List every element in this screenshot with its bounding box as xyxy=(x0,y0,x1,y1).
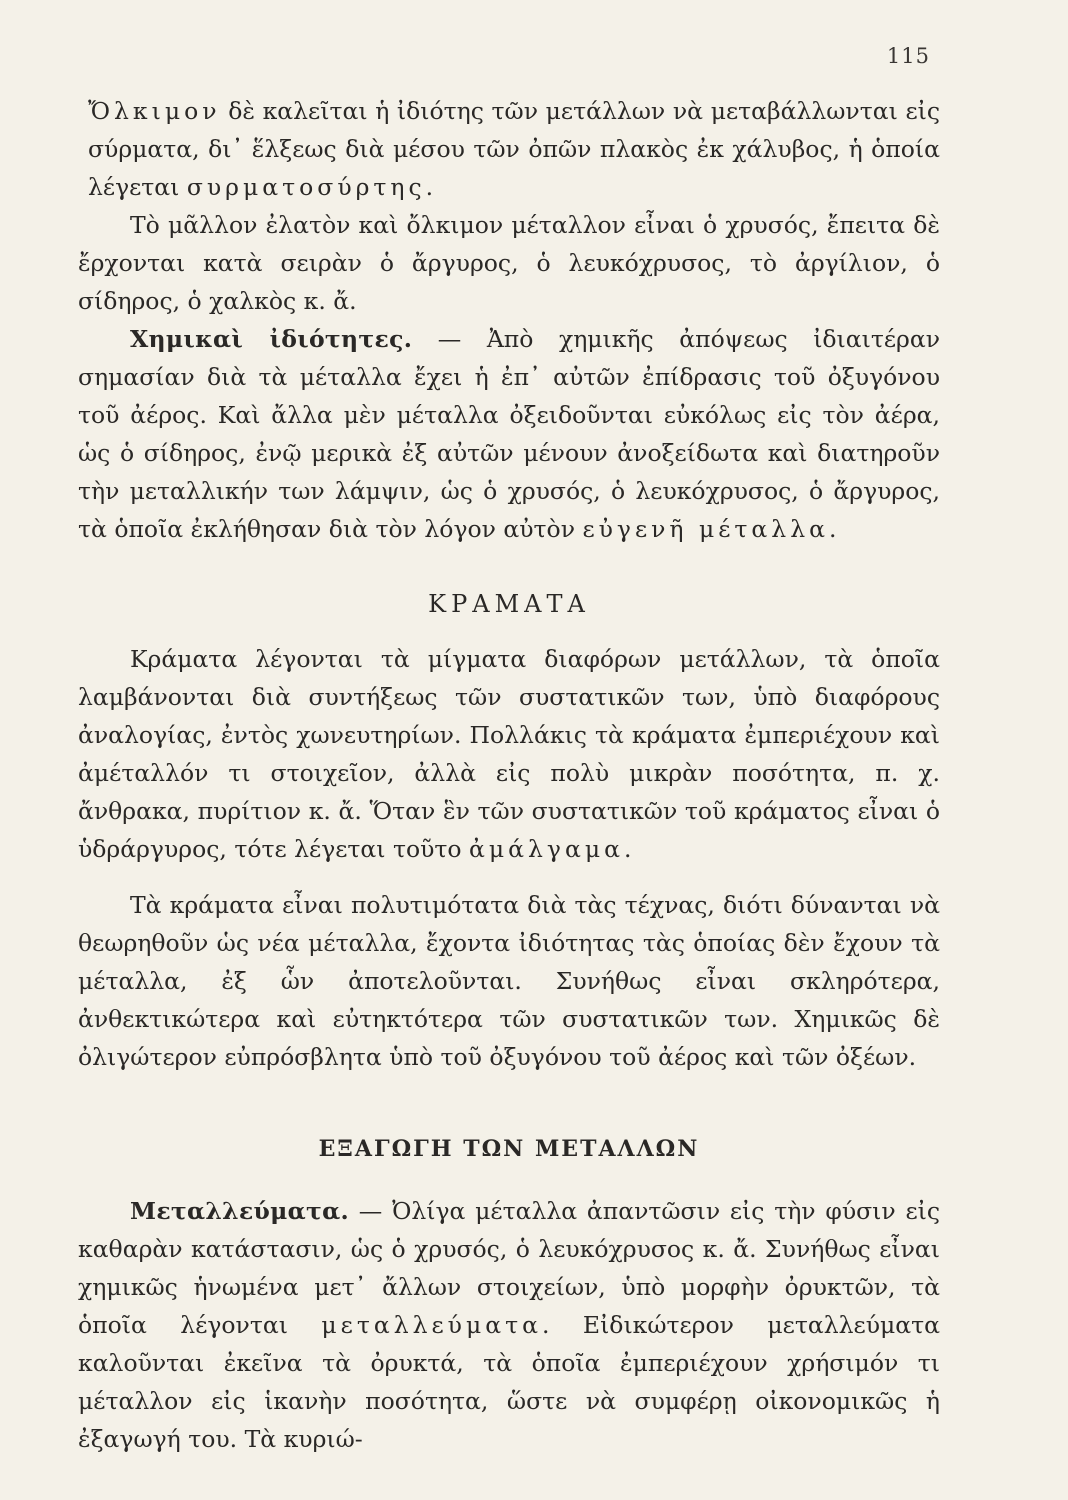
lead-chemical-properties: Χημικαὶ ἰδιότητες. xyxy=(130,325,413,353)
paragraph-alloys-definition-end: . xyxy=(624,835,632,863)
term-wire-drawer: συρματοσύρτης xyxy=(186,173,426,201)
paragraph-ductility-text: δὲ καλεῖται ἡ ἰδιότης τῶν μετάλλων νὰ μεταβάλλωνται εἰς σύρματα, δι᾿ ἕλξεως διὰ μέσου τῶν ὀπῶν πλακὸς ἐκ χάλυβος, ἡ ὁποία λέγεται xyxy=(88,97,940,201)
term-ores: μεταλλεύματα xyxy=(321,1311,542,1339)
paragraph-gap xyxy=(78,868,940,886)
paragraph-alloys-definition-text: Κράματα λέγονται τὰ μίγματα διαφόρων μετάλλων, τὰ ὁποῖα λαμβάνονται διὰ συντήξεως τῶν συστατικῶν των, ὑπὸ διαφόρους ἀναλογίας, ἐντὸς χωνευτηρίων. Πολλάκις τὰ κράματα ἐμπεριέχουν καὶ ἀμέταλλόν τι στοιχεῖον, ἀλλὰ εἰς πολὺ μικρὰν ποσότητα, π. χ. ἄνθρακα, πυρίτιον κ. ἄ. Ὅταν ἓν τῶν συστατικῶν τοῦ κράματος εἶναι ὁ ὑδράργυρος, τότε λέγεται τοῦτο xyxy=(78,645,940,863)
page-content xyxy=(78,0,940,1458)
term-ductile: Ὄλκιμον xyxy=(88,97,221,125)
paragraph-chemical-properties-end: . xyxy=(828,515,837,543)
heading-extraction: ΕΞΑΓΩΓΗ ΤΩΝ ΜΕΤΑΛΛΩΝ xyxy=(318,1136,700,1162)
paragraph-ductility xyxy=(78,92,940,206)
term-amalgam: ἀμάλγαμα xyxy=(469,835,624,863)
paragraph-alloys-definition xyxy=(78,640,940,868)
paragraph-ores-text: — Ὀλίγα μέταλλα ἀπαντῶσιν εἰς τὴν φύσιν εἰς καθαρὰν κατάστασιν, ὡς ὁ χρυσός, ὁ λευκόχρυσος κ. ἄ. Συνήθως εἶναι χημικῶς ἡνωμένα μετ᾿ ἄλλων στοιχείων, ὑπὸ μορφὴν ὀρυκτῶν, τὰ ὁποῖα λέγονται xyxy=(78,1197,940,1339)
paragraph-ductility-end: . xyxy=(425,173,434,201)
term-noble-metals: εὐγενῆ μέταλλα xyxy=(582,515,829,543)
paragraph-ores-end: . Εἰδικώτερον μεταλλεύματα καλοῦνται ἐκεῖνα τὰ ὀρυκτά, τὰ ὁποῖα ἐμπεριέχουν χρήσιμόν τι μέταλλον εἰς ἱκανὴν ποσότητα, ὥστε νὰ συμφέρῃ οἰκονομικῶς ἡ ἐξαγωγή του. Τὰ κυριώ- xyxy=(78,1311,940,1453)
paragraph-malleable-order: Τὸ μᾶλλον ἐλατὸν καὶ ὄλκιμον μέταλλον εἶναι ὁ χρυσός, ἔπειτα δὲ ἔρχονται κατὰ σειρὰν ὁ ἄργυρος, ὁ λευκόχρυσος, τὸ ἀργίλιον, ὁ σίδηρος, ὁ χαλκὸς κ. ἄ. xyxy=(78,211,940,315)
paragraph-alloys-value: Τὰ κράματα εἶναι πολυτιμότατα διὰ τὰς τέχνας, διότι δύνανται νὰ θεωρηθοῦν ὡς νέα μέταλλα, ἔχοντα ἰδιότητας τὰς ὁποίας δὲν ἔχουν τὰ μέταλλα, ἐξ ὧν ἀποτελοῦνται. Συνήθως εἶναι σκληρότερα, ἀνθεκτικώτερα καὶ εὐτηκτότερα τῶν συστατικῶν των. Χημικῶς δὲ ὀλιγώτερον εὐπρόσβλητα ὑπὸ τοῦ ὀξυγόνου τοῦ ἀέρος καὶ τῶν ὀξέων. xyxy=(78,891,940,1071)
paragraph-chemical-properties-text: — Ἀπὸ χημικῆς ἀπόψεως ἰδιαιτέραν σημασίαν διὰ τὰ μέταλλα ἔχει ἡ ἐπ᾿ αὐτῶν ἐπίδρασις τοῦ ὀξυγόνου τοῦ ἀέρος. Καὶ ἄλλα μὲν μέταλλα ὀξειδοῦνται εὐκόλως εἰς τὸν ἀέρα, ὡς ὁ σίδηρος, ἐνῷ μερικὰ ἐξ αὐτῶν μένουν ἀνοξείδωτα καὶ διατηροῦν τὴν μεταλλικήν των λάμψιν, ὡς ὁ χρυσός, ὁ λευκόχρυσος, ὁ ἄργυρος, τὰ ὁποῖα ἐκλήθησαν διὰ τὸν λόγον αὐτὸν xyxy=(78,325,941,543)
lead-ores: Μεταλλεύματα. xyxy=(130,1197,350,1225)
page-number: 115 xyxy=(886,44,930,68)
heading-alloys: ΚΡΑΜΑΤΑ xyxy=(428,590,590,618)
paragraph-ores xyxy=(78,1192,940,1458)
paragraph-chemical-properties xyxy=(78,320,940,548)
